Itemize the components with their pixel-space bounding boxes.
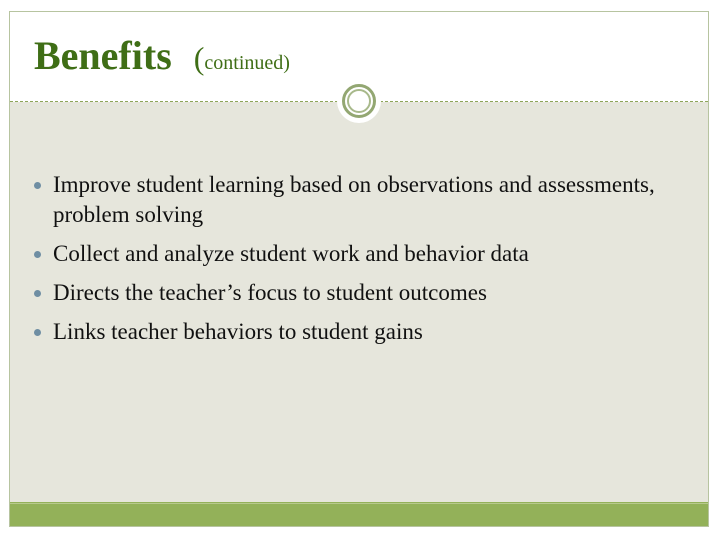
bullet-text: Links teacher behaviors to student gains — [53, 319, 423, 344]
round-bullet-icon — [34, 290, 41, 297]
bullet-item — [34, 317, 674, 347]
subtitle — [193, 40, 290, 76]
round-bullet-icon — [34, 329, 41, 336]
bullet-text: Directs the teacher’s focus to student outcomes — [53, 280, 487, 305]
subtitle-paren: ( — [193, 40, 205, 76]
title-text: Benefits — [34, 33, 172, 78]
round-bullet-icon — [34, 251, 41, 258]
footer-band — [10, 502, 708, 526]
bullet-text: Collect and analyze student work and behavior data — [53, 241, 529, 266]
bullet-item — [34, 278, 674, 308]
bullet-list — [34, 170, 674, 356]
bullet-item — [34, 239, 674, 269]
subtitle-text: continued) — [204, 52, 290, 74]
round-bullet-icon — [34, 182, 41, 189]
slide-title — [34, 33, 290, 78]
bullet-item — [34, 170, 674, 230]
bullet-text: Improve student learning based on observations and assessments, problem solving — [53, 172, 655, 227]
footer-divider — [10, 503, 708, 504]
ornament-inner-ring — [347, 89, 371, 113]
